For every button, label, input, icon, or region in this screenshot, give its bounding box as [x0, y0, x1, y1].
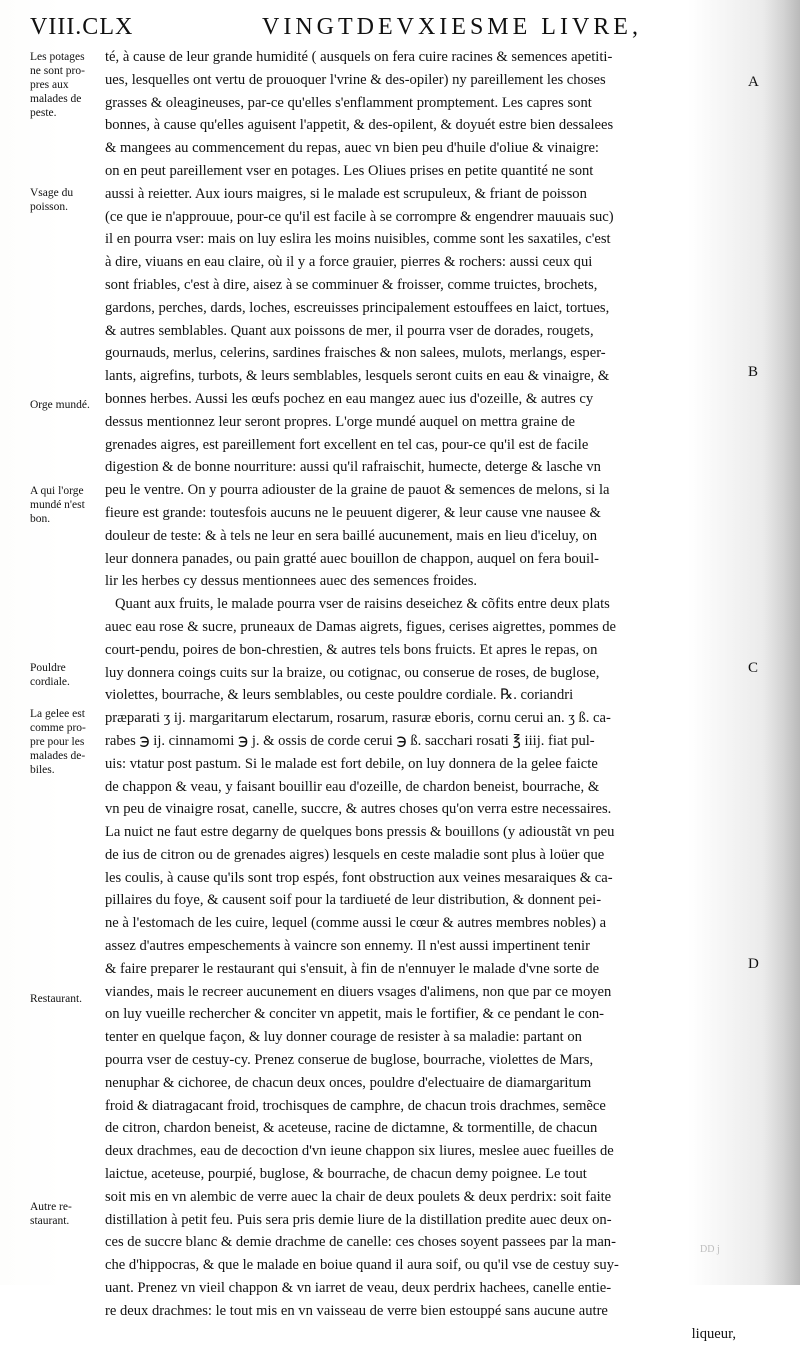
text-line: & autres semblables. Quant aux poissons de mer, il pourra vser de dorades, rougets, — [105, 322, 594, 339]
margin-note-line: malades de — [30, 93, 82, 105]
text-line: grenades aigres, est pareillement fort excellent en tel cas, pour-ce qu'il est de facile — [105, 436, 589, 453]
section-letter-d: D — [748, 956, 759, 972]
signature-mark: DD j — [700, 1244, 720, 1255]
text-line: aussi à reietter. Aux iours maigres, si le malade est scrupuleux, & friant de poisson — [105, 185, 587, 202]
text-line: tenter en quelque façon, & luy donner courage de resister à sa maladie: partant on — [105, 1029, 582, 1046]
text-line: court-pendu, poires de bon-chrestien, & autres tels bons fruicts. Et apres le repas, on — [105, 641, 598, 658]
text-line: ne à l'estomach de les cuire, lequel (comme aussi le cœur & autres membres nobles) a — [105, 915, 607, 932]
text-line: (ce que ie n'approuue, pour-ce qu'il est facile à se corrompre & engendrer mauuais suc) — [105, 208, 614, 225]
section-letter-b: B — [748, 364, 759, 380]
margin-note-pouldre — [30, 661, 105, 689]
margin-note-line: Orge mundé. — [30, 399, 90, 411]
text-line: pourra vser de cestuy-cy. Prenez conserue de buglose, bourrache, violettes de Mars, — [105, 1052, 594, 1069]
text-line: on luy vueille rechercher & conciter vn appetit, mais le fortifier, & ce pendant le con- — [105, 1006, 605, 1023]
margin-note-line: pre pour les — [30, 736, 85, 748]
margin-note-line: staurant. — [30, 1215, 70, 1227]
margin-note-orge — [30, 398, 105, 412]
text-line: La nuict ne faut estre degarny de quelques bons pressis & bouillons (y adioustãt vn peu — [105, 824, 615, 841]
text-line: uis: vtatur post pastum. Si le malade est fort debile, on luy donnera de la gelee faicte — [105, 755, 598, 772]
text-line: fieure est grande: toutesfois aucuns ne le peuuent digerer, & leur cause vne nausee & — [105, 504, 601, 521]
margin-note-line: Vsage du — [30, 187, 74, 199]
margin-note-line: bon. — [30, 513, 51, 525]
text-line: ces de succre blanc & demie drachme de canelle: ces choses soyent passees par la man- — [105, 1234, 616, 1251]
text-line: laictue, aceteuse, pourpié, buglose, & bourrache, de chacun demy poignee. Le tout — [105, 1166, 587, 1183]
margin-note-line: Autre re- — [30, 1201, 72, 1213]
margin-note-autre-restaurant — [30, 1200, 105, 1228]
text-line: violettes, bourrache, & leurs semblables, ou ceste pouldre cordiale. ℞. coriandri — [105, 687, 574, 704]
margin-note-line: La gelee est — [30, 708, 85, 720]
text-line: on en peut pareillement vser en potages. Les Oliues prises en petite quantité ne sont — [105, 162, 594, 179]
text-line: leur donnera panades, ou pain gratté auec bouillon de chappon, auquel on fera bouil- — [105, 550, 599, 567]
margin-note-potages — [30, 50, 105, 120]
margin-note-line: cordiale. — [30, 676, 70, 688]
text-line: digestion & de bonne nourriture: aussi qu'il rafraischit, humecte, deterge & lasche vn — [105, 459, 601, 476]
text-line: peu le ventre. On y pourra adiouster de la graine de pauot & semences de melons, si la — [105, 482, 610, 499]
text-line: luy donnera coings cuits sur la braize, ou cotignac, ou conserue de roses, de buglose, — [105, 664, 600, 681]
margin-note-poisson — [30, 186, 105, 214]
text-line: lir les herbes cy dessus mentionnees auec des semences froides. — [105, 573, 478, 590]
gutter-shadow — [764, 0, 800, 1285]
text-line: froid & diatragacant froid, trochisques de camphre, de chacun trois drachmes, semẽce — [105, 1097, 606, 1114]
text-line: à dire, viuans en eau claire, où il y a force grauier, pierres & rochers: aussi ceux qui — [105, 254, 593, 271]
text-line: té, à cause de leur grande humidité ( ausquels on fera cuire racines & semences apetiti- — [105, 49, 613, 65]
text-line: & mangees au commencement du repas, auec vn bien peu d'huile d'oliue & vinaigre: — [105, 140, 599, 157]
text-line: de citron, chardon beneist, & aceteuse, racine de dictamne, & tormentille, de chacun — [105, 1120, 598, 1137]
text-line: nenuphar & cichoree, de chacun deux onces, pouldre d'electuaire de diamargaritum — [105, 1074, 592, 1091]
text-line: de ius de citron ou de grenades aigres) lesquels en ceste maladie sont plus à loüer que — [105, 846, 605, 863]
text-line: re deux drachmes: le tout mis en vn vaisseau de verre bien estouppé sans aucune autre — [105, 1302, 608, 1319]
text-line: viandes, mais le recreer aucunement en diuers vsages d'alimens, non que par ce moyen — [105, 983, 612, 1000]
margin-note-line: mundé n'est — [30, 499, 85, 511]
text-line: & faire preparer le restaurant qui s'ensuit, à fin de n'ennuyer le malade d'vne sorte de — [105, 960, 600, 977]
main-text-block — [105, 46, 742, 1345]
text-line: bonnes herbes. Aussi les œufs pochez en eau mangez auec ius d'ozeille, & autres cy — [105, 390, 594, 407]
margin-note-line: comme pro- — [30, 722, 86, 734]
text-line: il en pourra vser: mais on luy eslira les moins nuisibles, comme sont les saxatiles, c'est — [105, 231, 611, 248]
margin-note-line: Pouldre — [30, 662, 66, 674]
text-line: liqueur, — [691, 1325, 736, 1342]
margin-note-line: A qui l'orge — [30, 485, 84, 497]
section-letter-a: A — [748, 74, 759, 90]
text-line: de chappon & veau, y faisant bouillir eau d'ozeille, de chardon beneist, bourrache, & — [105, 778, 600, 795]
text-line: dessus mentionnez leur seront propres. L'orge mundé auquel on mettra graine de — [105, 413, 576, 430]
margin-note-line: Les potages — [30, 51, 85, 63]
margin-note-line: Restaurant. — [30, 993, 83, 1005]
text-line: sont friables, c'est à dire, aisez à se comminuer & froisser, comme truictes, brochets, — [105, 276, 598, 293]
text-line: douleur de teste: & à tels ne leur en sera baillé aucunement, mais en lieu d'iceluy, on — [105, 527, 598, 544]
text-line: che d'hippocras, & que le malade en boiue quand il aura soif, ou qu'il vse de cestuy suy- — [105, 1257, 619, 1274]
text-line: pillaires du foye, & causent soif pour la tardiueté de leur distribution, & donnent pei- — [105, 892, 602, 909]
text-line: assez d'autres empeschements à vaincre son ennemy. Il n'est aussi impertinent tenir — [105, 938, 590, 955]
margin-note-orge-bon — [30, 484, 105, 526]
text-line: uant. Prenez vn vieil chappon & vn iarret de veau, deux perdrix hachees, canelle entie- — [105, 1280, 612, 1297]
text-line: auec eau rose & sucre, pruneaux de Damas aigrets, figues, cerises aigrettes, pommes de — [105, 618, 616, 635]
text-line: bonnes, à cause qu'elles aguisent l'appetit, & des-opilent, & doyuét estre bien dessalees — [105, 117, 614, 134]
text-line: soit mis en vn alembic de verre auec la chair de deux poulets & deux perdrix: soit faite — [105, 1188, 612, 1205]
text-line: vn peu de vinaigre rosat, canelle, succre, & autres choses qu'on verra estre necessaires. — [105, 801, 612, 818]
text-line: lants, aigrefins, turbots, & leurs semblables, lesquels seront cuits en eau & vinaigre, & — [105, 368, 610, 385]
margin-note-line: poisson. — [30, 201, 69, 213]
margin-note-restaurant — [30, 992, 105, 1006]
text-line: rabes ℈ ij. cinnamomi ℈ j. & ossis de corde cerui ℈ ß. sacchari rosati ℥ iiij. fiat pul- — [105, 732, 595, 749]
book-title: VINGTDEVXIESME LIVRE, — [262, 14, 642, 40]
text-line: grasses & oleagineuses, par-ce qu'elles s'enflamment promptement. Les capres sont — [105, 94, 592, 111]
text-line: ues, lesquelles ont vertu de prouoquer l'vrine & des-opiler) ny pareillement les choses — [105, 71, 606, 88]
folio-number: VIII.CLX — [30, 14, 134, 40]
margin-note-line: pres aux — [30, 79, 69, 91]
text-line: Quant aux fruits, le malade pourra vser de raisins deseichez & cõfits entre deux plats — [115, 596, 610, 613]
text-line: præparati ʒ ij. margaritarum electarum, rosarum, rasuræ eboris, cornu cerui an. ʒ ß. ca- — [105, 710, 611, 727]
margin-note-line: malades de- — [30, 750, 86, 762]
text-line: les coulis, à cause qu'ils sont trop espés, font obstruction aux veines mesaraiques & ca- — [105, 869, 613, 886]
running-head — [30, 14, 760, 44]
margin-note-line: biles. — [30, 764, 55, 776]
section-letter-c: C — [748, 660, 759, 676]
margin-note-gelee — [30, 707, 105, 777]
margin-note-line: ne sont pro- — [30, 65, 85, 77]
text-line: distillation à petit feu. Puis sera pris demie liure de la distillation predite auec deux on- — [105, 1211, 612, 1228]
text-line: gardons, perches, dards, loches, escreuisses principalement estouffees en laict, tortues, — [105, 299, 610, 316]
margin-note-line: peste. — [30, 107, 57, 119]
text-line: gournauds, merlus, celerins, sardines fraisches & non salees, mulots, merlangs, esper- — [105, 345, 606, 362]
text-line: deux drachmes, eau de decoction d'vn ieune chappon six liures, meslee auec fueilles de — [105, 1143, 614, 1160]
